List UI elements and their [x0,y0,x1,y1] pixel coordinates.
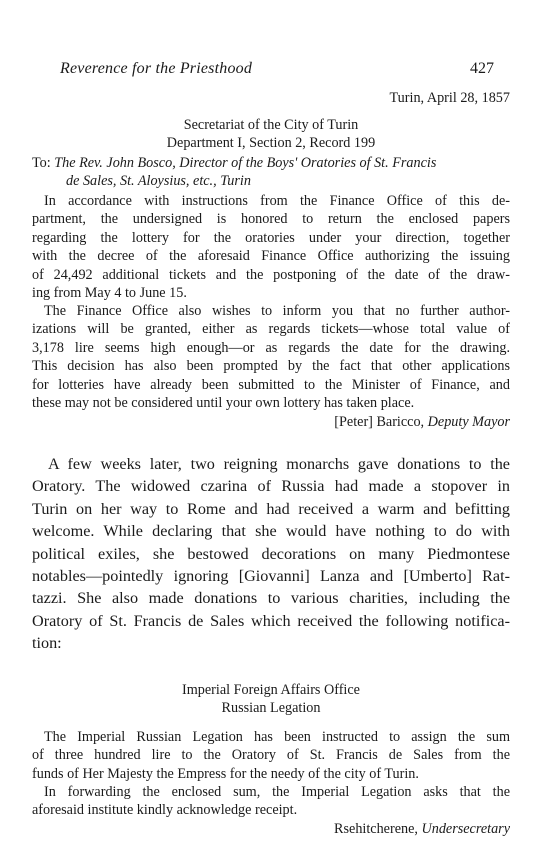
text-line: This decision has also been prompted by the fact that other applications [32,358,510,375]
text-line: welcome. While declaring that she would have nothing to do with [32,522,510,541]
letter2-signature [32,820,510,838]
signature-name: [Peter] Baricco, [334,414,428,430]
addressee-line1 [32,154,510,172]
text-line: partment, the undersigned is honored to return the enclosed papers [32,211,510,228]
text-line: of 24,492 additional tickets and the postponing of the date of the draw- [32,266,510,283]
letter1-paragraph-2 [32,302,510,412]
text-line: notables—pointedly ignoring [Giovanni] Lanza and [Umberto] Rat- [32,567,510,586]
running-title: Reverence for the Priesthood [60,60,253,77]
letter2-office-line1: Imperial Foreign Affairs Office [182,682,360,698]
text-line: for lotteries have already been submitted to the Minister of Finance, and [32,376,510,393]
page-number: 427 [470,60,494,77]
text-line: In accordance with instructions from the Finance Office of this de- [44,193,510,209]
signature-name: Rsehitcherene, [334,821,422,837]
text-line: political exiles, she bestowed decorations on many Piedmontese [32,544,510,563]
letter1-office-line2: Department I, Section 2, Record 199 [166,135,376,151]
letter1-addressee [32,154,510,191]
text-line: The Imperial Russian Legation has been instructed to assign the sum [44,729,510,745]
text-line: Oratory of St. Francis de Sales which received the following notifica- [32,611,510,630]
text-line: ing from May 4 to June 15. [32,285,187,302]
text-line: tion: [32,634,62,653]
text-line: 3,178 lire seems high enough—or as regards the date for the drawing. [32,339,510,356]
text-line: tazzi. She also made donations to various charities, including the [32,589,510,608]
signature-title: Deputy Mayor [427,414,510,430]
letter1-date: Turin, April 28, 1857 [389,90,510,106]
text-line: Turin on her way to Rome and had received a warm and befitting [32,499,510,518]
letter1-office-line1: Secretariat of the City of Turin [183,117,359,133]
letter2-paragraph-2 [32,783,510,820]
text-line: funds of Her Majesty the Empress for the needy of the city of Turin. [32,765,419,782]
letter2-paragraph-1 [32,728,510,783]
text-line: of three hundred lire to the Oratory of St. Francis de Sales from the [32,747,510,764]
letter2-office-line2: Russian Legation [221,700,321,716]
letter1-signature [32,413,510,431]
to-label: To: [32,155,51,171]
text-line: A few weeks later, two reigning monarchs gave donations to the [48,455,510,473]
text-line: regarding the lottery for the oratories under your direction, together [32,229,510,246]
addressee-text-1: The Rev. John Bosco, Director of the Boys' Oratories of St. Francis [54,155,437,171]
addressee-line2 [32,172,510,190]
text-line: izations will be granted, either as regards tickets—whose total value of [32,321,510,338]
addressee-text-2: de Sales, St. Aloysius, etc., Turin [66,173,251,190]
text-line: In forwarding the enclosed sum, the Imperial Legation asks that the [44,784,510,800]
text-line: Oratory. The widowed czarina of Russia had made a stopover in [32,477,510,496]
text-line: aforesaid institute kindly acknowledge receipt. [32,802,298,819]
narrative-paragraph [32,453,510,655]
text-line: The Finance Office also wishes to inform you that no further author- [44,303,510,319]
signature-title: Undersecretary [421,821,510,837]
letter1-paragraph-1 [32,192,510,302]
text-line: these may not be considered until your own lottery has taken place. [32,395,415,412]
text-line: with the decree of the aforesaid Finance Office authorizing the issuing [32,248,510,265]
